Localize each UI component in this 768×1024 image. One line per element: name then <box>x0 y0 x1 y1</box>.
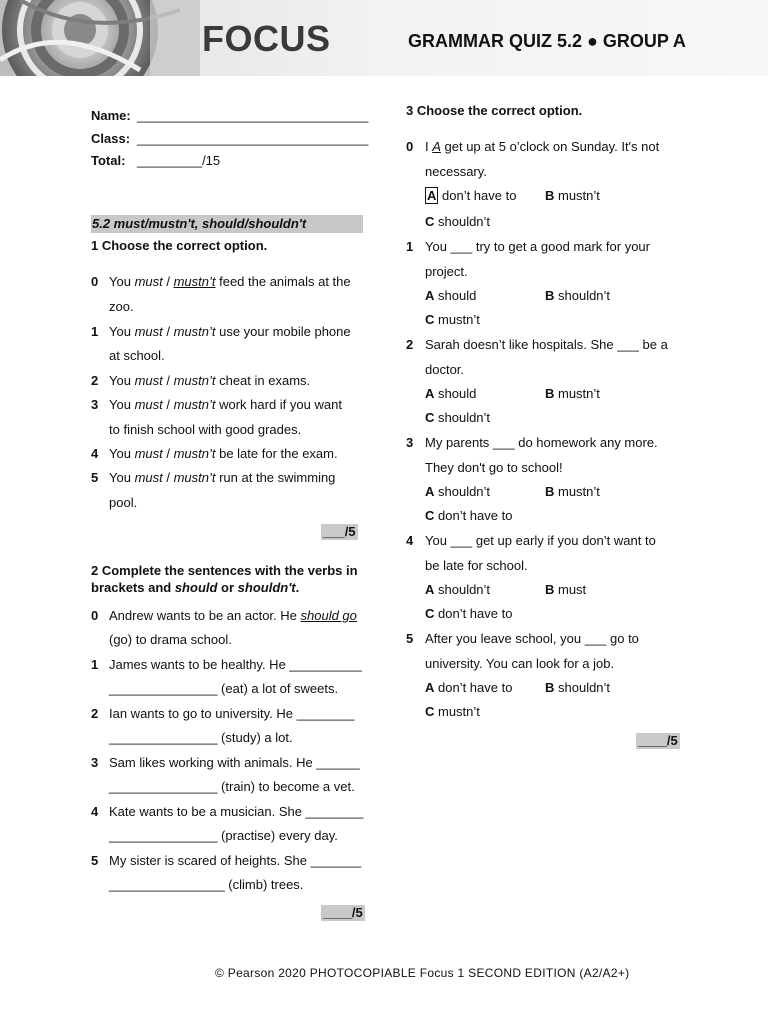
item-number: 0 <box>406 139 414 154</box>
item-text: You <box>109 470 135 485</box>
option-a-text: don’t have to <box>434 680 513 695</box>
exercise-3-item <box>425 139 659 154</box>
item-text: be late for the exam. <box>215 446 338 461</box>
option-a-text: shouldn’t <box>434 582 491 597</box>
option-separator: / <box>162 274 174 289</box>
option-a-letter: A <box>425 582 435 597</box>
exercise-1-item <box>109 397 342 412</box>
item-number: 1 <box>91 324 99 339</box>
option-c-letter: C <box>425 508 435 523</box>
option-a[interactable] <box>425 386 476 401</box>
exercise-3-title: 3 Choose the correct option. <box>406 103 583 118</box>
class-field[interactable]: ________________________________ <box>137 131 369 146</box>
option-must[interactable]: must <box>134 373 163 388</box>
item-number: 4 <box>91 446 99 461</box>
option-c-letter: C <box>425 214 435 229</box>
option-b-text: shouldn’t <box>554 680 611 695</box>
option-mustnt[interactable]: mustn’t <box>173 373 216 388</box>
option-b[interactable] <box>545 288 610 303</box>
option-a-letter: A <box>425 484 435 499</box>
option-mustnt[interactable]: mustn’t <box>173 470 216 485</box>
exercise-2-item[interactable]: Ian wants to go to university. He ________ <box>109 706 355 721</box>
option-a[interactable] <box>425 188 516 203</box>
option-a-text: don’t have to <box>438 188 517 203</box>
item-number: 0 <box>91 274 99 289</box>
focus-logo-icon <box>0 0 200 76</box>
item-text: use your mobile phone <box>215 324 351 339</box>
option-a-letter: A <box>425 386 435 401</box>
item-text: You <box>109 397 135 412</box>
quiz-title: GRAMMAR QUIZ 5.2 ● GROUP A <box>408 31 686 51</box>
item-continuation[interactable]: _______________ (study) a lot. <box>109 730 293 745</box>
item-continuation: pool. <box>109 495 138 510</box>
option-separator: / <box>162 373 174 388</box>
item-continuation: They don't go to school! <box>425 460 563 475</box>
item-text: You <box>109 324 135 339</box>
item-number: 3 <box>91 755 99 770</box>
page-header <box>0 0 768 76</box>
exercise-1-item <box>109 274 351 289</box>
option-a-text: should <box>434 288 477 303</box>
item-text: You <box>109 446 135 461</box>
option-a-letter: A <box>425 288 435 303</box>
item-continuation: zoo. <box>109 299 134 314</box>
item-text: feed the animals at the <box>215 274 351 289</box>
exercise-3-item: Sarah doesn’t like hospitals. She ___ be a <box>425 337 668 352</box>
item-number: 2 <box>91 373 99 388</box>
option-a-letter: A <box>427 188 437 203</box>
option-a[interactable] <box>425 680 512 695</box>
option-b-text: must <box>554 582 587 597</box>
item-continuation[interactable]: (go) to drama school. <box>109 632 232 647</box>
item-text: cheat in exams. <box>215 373 311 388</box>
brand-logo-text: FOCUS <box>202 18 331 59</box>
option-mustnt[interactable]: mustn’t <box>173 446 216 461</box>
item-text: work hard if you want <box>215 397 342 412</box>
option-c-letter: C <box>425 312 435 327</box>
exercise-1-item <box>109 470 335 485</box>
item-continuation[interactable]: _______________ (train) to become a vet. <box>109 779 355 794</box>
item-number: 5 <box>406 631 414 646</box>
option-mustnt[interactable]: mustn’t <box>173 274 216 289</box>
option-c-text: don’t have to <box>434 606 513 621</box>
item-number: 2 <box>406 337 414 352</box>
option-b-text: mustn’t <box>554 484 600 499</box>
option-b[interactable] <box>545 680 610 695</box>
total-label: Total: <box>91 153 126 168</box>
name-field[interactable]: ________________________________ <box>137 108 369 123</box>
item-continuation: be late for school. <box>425 558 528 573</box>
option-separator: / <box>162 446 174 461</box>
option-a-text: should <box>434 386 477 401</box>
option-separator: / <box>162 324 174 339</box>
option-b-letter: B <box>545 582 555 597</box>
exercise-2-item[interactable]: Sam likes working with animals. He ______ <box>109 755 360 770</box>
option-b-letter: B <box>545 680 555 695</box>
option-a[interactable] <box>425 288 476 303</box>
item-continuation: doctor. <box>425 362 465 377</box>
option-a[interactable] <box>425 484 490 499</box>
item-number: 2 <box>91 706 99 721</box>
option-c[interactable] <box>425 508 512 523</box>
exercise-2-item[interactable]: Kate wants to be a musician. She ________ <box>109 804 364 819</box>
exercise-1-score[interactable]: ___/5 <box>323 524 356 539</box>
exercise-2-score[interactable]: ____/5 <box>323 905 363 920</box>
option-c[interactable] <box>425 410 490 425</box>
item-continuation[interactable]: ________________ (climb) trees. <box>109 877 304 892</box>
total-field[interactable]: _________/15 <box>137 153 221 168</box>
class-label: Class: <box>91 131 131 146</box>
item-number: 5 <box>91 470 99 485</box>
item-number: 5 <box>91 853 99 868</box>
example-answer: should go <box>300 608 357 623</box>
exercise-3-item: My parents ___ do homework any more. <box>425 435 658 450</box>
item-continuation: necessary. <box>425 164 487 179</box>
item-text: You <box>109 373 135 388</box>
option-b-letter: B <box>545 484 555 499</box>
option-must[interactable]: must <box>134 274 163 289</box>
page-footer: © Pearson 2020 PHOTOCOPIABLE Focus 1 SECOND EDITION (A2/A2+) <box>215 966 630 980</box>
item-number: 3 <box>91 397 99 412</box>
item-number: 4 <box>406 533 414 548</box>
option-b-letter: B <box>545 386 555 401</box>
name-label: Name: <box>91 108 131 123</box>
option-b-text: mustn’t <box>554 386 600 401</box>
item-text: You <box>109 274 135 289</box>
option-c-letter: C <box>425 606 435 621</box>
option-separator: / <box>162 470 174 485</box>
exercise-1-item <box>109 446 338 461</box>
item-number: 0 <box>91 608 99 623</box>
option-b[interactable] <box>545 386 600 401</box>
option-c-letter: C <box>425 410 435 425</box>
option-a-letter: A <box>425 680 435 695</box>
option-must[interactable]: must <box>134 446 163 461</box>
item-number: 3 <box>406 435 414 450</box>
exercise-1-title: 1 Choose the correct option. <box>91 238 268 253</box>
item-text: Andrew wants to be an actor. He <box>109 608 301 623</box>
option-c[interactable] <box>425 704 480 719</box>
option-c-letter: C <box>425 704 435 719</box>
exercise-2-item <box>109 608 357 623</box>
option-c-text: mustn’t <box>434 312 480 327</box>
option-b[interactable] <box>545 582 586 597</box>
option-c-text: shouldn’t <box>434 410 491 425</box>
exercise-3-item: After you leave school, you ___ go to <box>425 631 639 646</box>
option-b-text: mustn’t <box>554 188 600 203</box>
option-separator: / <box>162 397 174 412</box>
exercise-3-item: You ___ try to get a good mark for your <box>425 239 650 254</box>
exercise-1-item <box>109 373 310 388</box>
option-b[interactable] <box>545 188 600 203</box>
option-mustnt[interactable]: mustn’t <box>173 324 216 339</box>
option-b-letter: B <box>545 288 555 303</box>
option-b-letter: B <box>545 188 555 203</box>
exercise-2-item[interactable]: James wants to be healthy. He __________ <box>109 657 362 672</box>
option-a[interactable] <box>425 582 490 597</box>
exercise-2-item[interactable]: My sister is scared of heights. She _______ <box>109 853 362 868</box>
option-b[interactable] <box>545 484 600 499</box>
item-text: run at the swimming <box>215 470 336 485</box>
item-continuation: university. You can look for a job. <box>425 656 615 671</box>
section-title: 5.2 must/mustn't, should/shouldn't <box>92 216 307 231</box>
exercise-2-title-line2: brackets and should or shouldn't. <box>91 580 300 595</box>
option-c[interactable] <box>425 606 512 621</box>
item-continuation: at school. <box>109 348 165 363</box>
item-continuation: to finish school with good grades. <box>109 422 302 437</box>
option-a-text: shouldn’t <box>434 484 491 499</box>
option-c-text: shouldn’t <box>434 214 491 229</box>
exercise-1-item <box>109 324 351 339</box>
option-mustnt[interactable]: mustn’t <box>173 397 216 412</box>
option-c-text: mustn’t <box>434 704 480 719</box>
option-c-text: don’t have to <box>434 508 513 523</box>
option-must[interactable]: must <box>134 324 163 339</box>
option-must[interactable]: must <box>134 470 163 485</box>
item-text: I <box>425 139 433 154</box>
item-number: 1 <box>406 239 414 254</box>
exercise-3-item: You ___ get up early if you don’t want to <box>425 533 656 548</box>
item-continuation[interactable]: _______________ (eat) a lot of sweets. <box>109 681 339 696</box>
item-text: get up at 5 o’clock on Sunday. It's not <box>440 139 660 154</box>
example-answer: A <box>432 139 441 154</box>
option-must[interactable]: must <box>134 397 163 412</box>
exercise-2-title-line1: 2 Complete the sentences with the verbs in <box>91 563 358 578</box>
item-number: 1 <box>91 657 99 672</box>
option-c[interactable] <box>425 312 480 327</box>
option-b-text: shouldn’t <box>554 288 611 303</box>
option-c[interactable] <box>425 214 490 229</box>
item-continuation: project. <box>425 264 468 279</box>
item-number: 4 <box>91 804 99 819</box>
exercise-3-score[interactable]: ____/5 <box>638 733 678 748</box>
item-continuation[interactable]: _______________ (practise) every day. <box>109 828 338 843</box>
